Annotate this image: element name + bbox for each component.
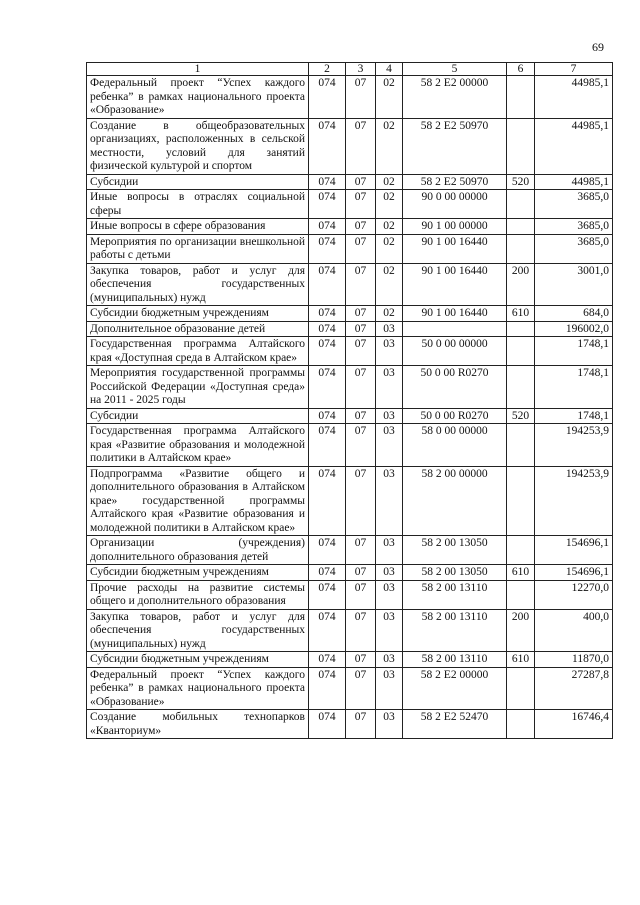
subsection-code-cell: 03: [376, 667, 403, 710]
ministry-code-cell: 074: [309, 609, 346, 652]
subsection-code-cell: 02: [376, 76, 403, 119]
target-item-code-cell: 58 2 E2 50970: [403, 174, 507, 190]
table-row: [87, 366, 613, 409]
subsection-code-cell: 03: [376, 466, 403, 536]
target-item-code-cell: 58 2 E2 00000: [403, 76, 507, 119]
table-row: [87, 466, 613, 536]
ministry-code-cell: 074: [309, 536, 346, 565]
expense-type-code-cell: 610: [507, 306, 535, 322]
amount-cell: 3685,0: [535, 234, 613, 263]
column-header: 5: [403, 63, 507, 76]
column-header: 6: [507, 63, 535, 76]
subsection-code-cell: 03: [376, 424, 403, 467]
ministry-code-cell: 074: [309, 219, 346, 235]
table-row: [87, 652, 613, 668]
expense-type-code-cell: [507, 710, 535, 739]
subsection-code-cell: 03: [376, 565, 403, 581]
ministry-code-cell: 074: [309, 408, 346, 424]
table-row: [87, 408, 613, 424]
subsection-code-cell: 02: [376, 263, 403, 306]
item-name-cell: Иные вопросы в сфере образования: [87, 219, 309, 235]
expense-type-code-cell: 610: [507, 652, 535, 668]
expense-type-code-cell: [507, 118, 535, 174]
item-name-cell: Организации (учреждения) дополнительного образования детей: [87, 536, 309, 565]
target-item-code-cell: 50 0 00 R0270: [403, 366, 507, 409]
ministry-code-cell: 074: [309, 337, 346, 366]
target-item-code-cell: 58 2 00 00000: [403, 466, 507, 536]
item-name-cell: Мероприятия государственной программы Российской Федерации «Доступная среда» на 2011 - 2025 годы: [87, 366, 309, 409]
table-row: [87, 174, 613, 190]
expense-type-code-cell: [507, 234, 535, 263]
section-code-cell: 07: [346, 118, 376, 174]
expense-type-code-cell: [507, 76, 535, 119]
section-code-cell: 07: [346, 190, 376, 219]
ministry-code-cell: 074: [309, 580, 346, 609]
table-row: [87, 190, 613, 219]
ministry-code-cell: 074: [309, 190, 346, 219]
target-item-code-cell: 58 2 E2 50970: [403, 118, 507, 174]
ministry-code-cell: 074: [309, 234, 346, 263]
expense-type-code-cell: 200: [507, 263, 535, 306]
section-code-cell: 07: [346, 536, 376, 565]
subsection-code-cell: 02: [376, 306, 403, 322]
amount-cell: 194253,9: [535, 466, 613, 536]
item-name-cell: Закупка товаров, работ и услуг для обеспечения государственных (муниципальных) нужд: [87, 609, 309, 652]
section-code-cell: 07: [346, 337, 376, 366]
item-name-cell: Субсидии: [87, 174, 309, 190]
section-code-cell: 07: [346, 424, 376, 467]
subsection-code-cell: 03: [376, 580, 403, 609]
expense-type-code-cell: [507, 190, 535, 219]
item-name-cell: Иные вопросы в отраслях социальной сферы: [87, 190, 309, 219]
item-name-cell: Субсидии бюджетным учреждениям: [87, 652, 309, 668]
amount-cell: 11870,0: [535, 652, 613, 668]
table-row: [87, 667, 613, 710]
subsection-code-cell: 03: [376, 536, 403, 565]
ministry-code-cell: 074: [309, 76, 346, 119]
subsection-code-cell: 03: [376, 710, 403, 739]
subsection-code-cell: 02: [376, 219, 403, 235]
target-item-code-cell: 90 1 00 16440: [403, 263, 507, 306]
expense-type-code-cell: [507, 366, 535, 409]
subsection-code-cell: 03: [376, 408, 403, 424]
section-code-cell: 07: [346, 366, 376, 409]
ministry-code-cell: 074: [309, 652, 346, 668]
table-row: [87, 424, 613, 467]
amount-cell: 1748,1: [535, 408, 613, 424]
target-item-code-cell: 58 2 E2 52470: [403, 710, 507, 739]
subsection-code-cell: 03: [376, 366, 403, 409]
section-code-cell: 07: [346, 321, 376, 337]
target-item-code-cell: 58 2 00 13050: [403, 536, 507, 565]
section-code-cell: 07: [346, 565, 376, 581]
column-number-row: [87, 63, 613, 76]
section-code-cell: 07: [346, 174, 376, 190]
target-item-code-cell: 58 2 00 13050: [403, 565, 507, 581]
subsection-code-cell: 03: [376, 652, 403, 668]
section-code-cell: 07: [346, 306, 376, 322]
item-name-cell: Субсидии: [87, 408, 309, 424]
amount-cell: 400,0: [535, 609, 613, 652]
target-item-code-cell: 58 2 00 13110: [403, 580, 507, 609]
expense-type-code-cell: 520: [507, 174, 535, 190]
amount-cell: 154696,1: [535, 536, 613, 565]
item-name-cell: Федеральный проект “Успех каждого ребенка” в рамках национального проекта «Образование»: [87, 76, 309, 119]
section-code-cell: 07: [346, 76, 376, 119]
target-item-code-cell: 58 0 00 00000: [403, 424, 507, 467]
column-header: 3: [346, 63, 376, 76]
target-item-code-cell: 50 0 00 00000: [403, 337, 507, 366]
section-code-cell: 07: [346, 652, 376, 668]
column-header: 1: [87, 63, 309, 76]
amount-cell: 1748,1: [535, 366, 613, 409]
item-name-cell: Создание мобильных технопарков «Кванториум»: [87, 710, 309, 739]
subsection-code-cell: 02: [376, 190, 403, 219]
amount-cell: 44985,1: [535, 174, 613, 190]
section-code-cell: 07: [346, 667, 376, 710]
page-number: 69: [592, 40, 604, 54]
item-name-cell: Государственная программа Алтайского края «Развитие образования и молодежной политики в Алтайском крае»: [87, 424, 309, 467]
table-row: [87, 321, 613, 337]
column-header: 7: [535, 63, 613, 76]
target-item-code-cell: [403, 321, 507, 337]
ministry-code-cell: 074: [309, 263, 346, 306]
table-row: [87, 76, 613, 119]
target-item-code-cell: 90 1 00 16440: [403, 234, 507, 263]
column-header: 4: [376, 63, 403, 76]
amount-cell: 196002,0: [535, 321, 613, 337]
ministry-code-cell: 074: [309, 321, 346, 337]
target-item-code-cell: 58 2 E2 00000: [403, 667, 507, 710]
amount-cell: 44985,1: [535, 118, 613, 174]
item-name-cell: Федеральный проект “Успех каждого ребенка” в рамках национального проекта «Образование»: [87, 667, 309, 710]
expense-type-code-cell: [507, 667, 535, 710]
amount-cell: 12270,0: [535, 580, 613, 609]
ministry-code-cell: 074: [309, 174, 346, 190]
expense-type-code-cell: [507, 580, 535, 609]
section-code-cell: 07: [346, 408, 376, 424]
table-row: [87, 219, 613, 235]
amount-cell: 16746,4: [535, 710, 613, 739]
table-row: [87, 234, 613, 263]
amount-cell: 154696,1: [535, 565, 613, 581]
expense-type-code-cell: [507, 536, 535, 565]
target-item-code-cell: 90 1 00 16440: [403, 306, 507, 322]
item-name-cell: Мероприятия по организации внешкольной работы с детьми: [87, 234, 309, 263]
amount-cell: 1748,1: [535, 337, 613, 366]
ministry-code-cell: 074: [309, 466, 346, 536]
amount-cell: 44985,1: [535, 76, 613, 119]
section-code-cell: 07: [346, 219, 376, 235]
ministry-code-cell: 074: [309, 667, 346, 710]
section-code-cell: 07: [346, 466, 376, 536]
table-row: [87, 565, 613, 581]
subsection-code-cell: 02: [376, 234, 403, 263]
section-code-cell: 07: [346, 580, 376, 609]
table-row: [87, 118, 613, 174]
target-item-code-cell: 90 0 00 00000: [403, 190, 507, 219]
budget-table: [86, 62, 613, 739]
section-code-cell: 07: [346, 609, 376, 652]
table-row: [87, 306, 613, 322]
item-name-cell: Создание в общеобразовательных организациях, расположенных в сельской местности, условий для занятий физической культурой и спортом: [87, 118, 309, 174]
amount-cell: 27287,8: [535, 667, 613, 710]
ministry-code-cell: 074: [309, 118, 346, 174]
amount-cell: 194253,9: [535, 424, 613, 467]
ministry-code-cell: 074: [309, 366, 346, 409]
amount-cell: 684,0: [535, 306, 613, 322]
subsection-code-cell: 02: [376, 118, 403, 174]
expense-type-code-cell: 520: [507, 408, 535, 424]
item-name-cell: Закупка товаров, работ и услуг для обеспечения государственных (муниципальных) нужд: [87, 263, 309, 306]
subsection-code-cell: 03: [376, 321, 403, 337]
amount-cell: 3001,0: [535, 263, 613, 306]
expense-type-code-cell: [507, 424, 535, 467]
expense-type-code-cell: [507, 337, 535, 366]
table-row: [87, 710, 613, 739]
item-name-cell: Государственная программа Алтайского края «Доступная среда в Алтайском крае»: [87, 337, 309, 366]
table-row: [87, 609, 613, 652]
ministry-code-cell: 074: [309, 565, 346, 581]
item-name-cell: Подпрограмма «Развитие общего и дополнительного образования в Алтайском крае» государственной программы Алтайского края «Развитие образования и молодежной политики в Алтайском крае»: [87, 466, 309, 536]
table-row: [87, 263, 613, 306]
target-item-code-cell: 50 0 00 R0270: [403, 408, 507, 424]
expense-type-code-cell: [507, 219, 535, 235]
item-name-cell: Прочие расходы на развитие системы общего и дополнительного образования: [87, 580, 309, 609]
target-item-code-cell: 90 1 00 00000: [403, 219, 507, 235]
subsection-code-cell: 03: [376, 609, 403, 652]
table-body: [87, 76, 613, 739]
section-code-cell: 07: [346, 234, 376, 263]
amount-cell: 3685,0: [535, 219, 613, 235]
section-code-cell: 07: [346, 710, 376, 739]
section-code-cell: 07: [346, 263, 376, 306]
expense-type-code-cell: 610: [507, 565, 535, 581]
table-row: [87, 580, 613, 609]
subsection-code-cell: 02: [376, 174, 403, 190]
target-item-code-cell: 58 2 00 13110: [403, 652, 507, 668]
subsection-code-cell: 03: [376, 337, 403, 366]
item-name-cell: Дополнительное образование детей: [87, 321, 309, 337]
ministry-code-cell: 074: [309, 710, 346, 739]
item-name-cell: Субсидии бюджетным учреждениям: [87, 565, 309, 581]
expense-type-code-cell: 200: [507, 609, 535, 652]
table-row: [87, 536, 613, 565]
ministry-code-cell: 074: [309, 306, 346, 322]
expense-type-code-cell: [507, 321, 535, 337]
amount-cell: 3685,0: [535, 190, 613, 219]
ministry-code-cell: 074: [309, 424, 346, 467]
column-header: 2: [309, 63, 346, 76]
target-item-code-cell: 58 2 00 13110: [403, 609, 507, 652]
expense-type-code-cell: [507, 466, 535, 536]
table-row: [87, 337, 613, 366]
item-name-cell: Субсидии бюджетным учреждениям: [87, 306, 309, 322]
